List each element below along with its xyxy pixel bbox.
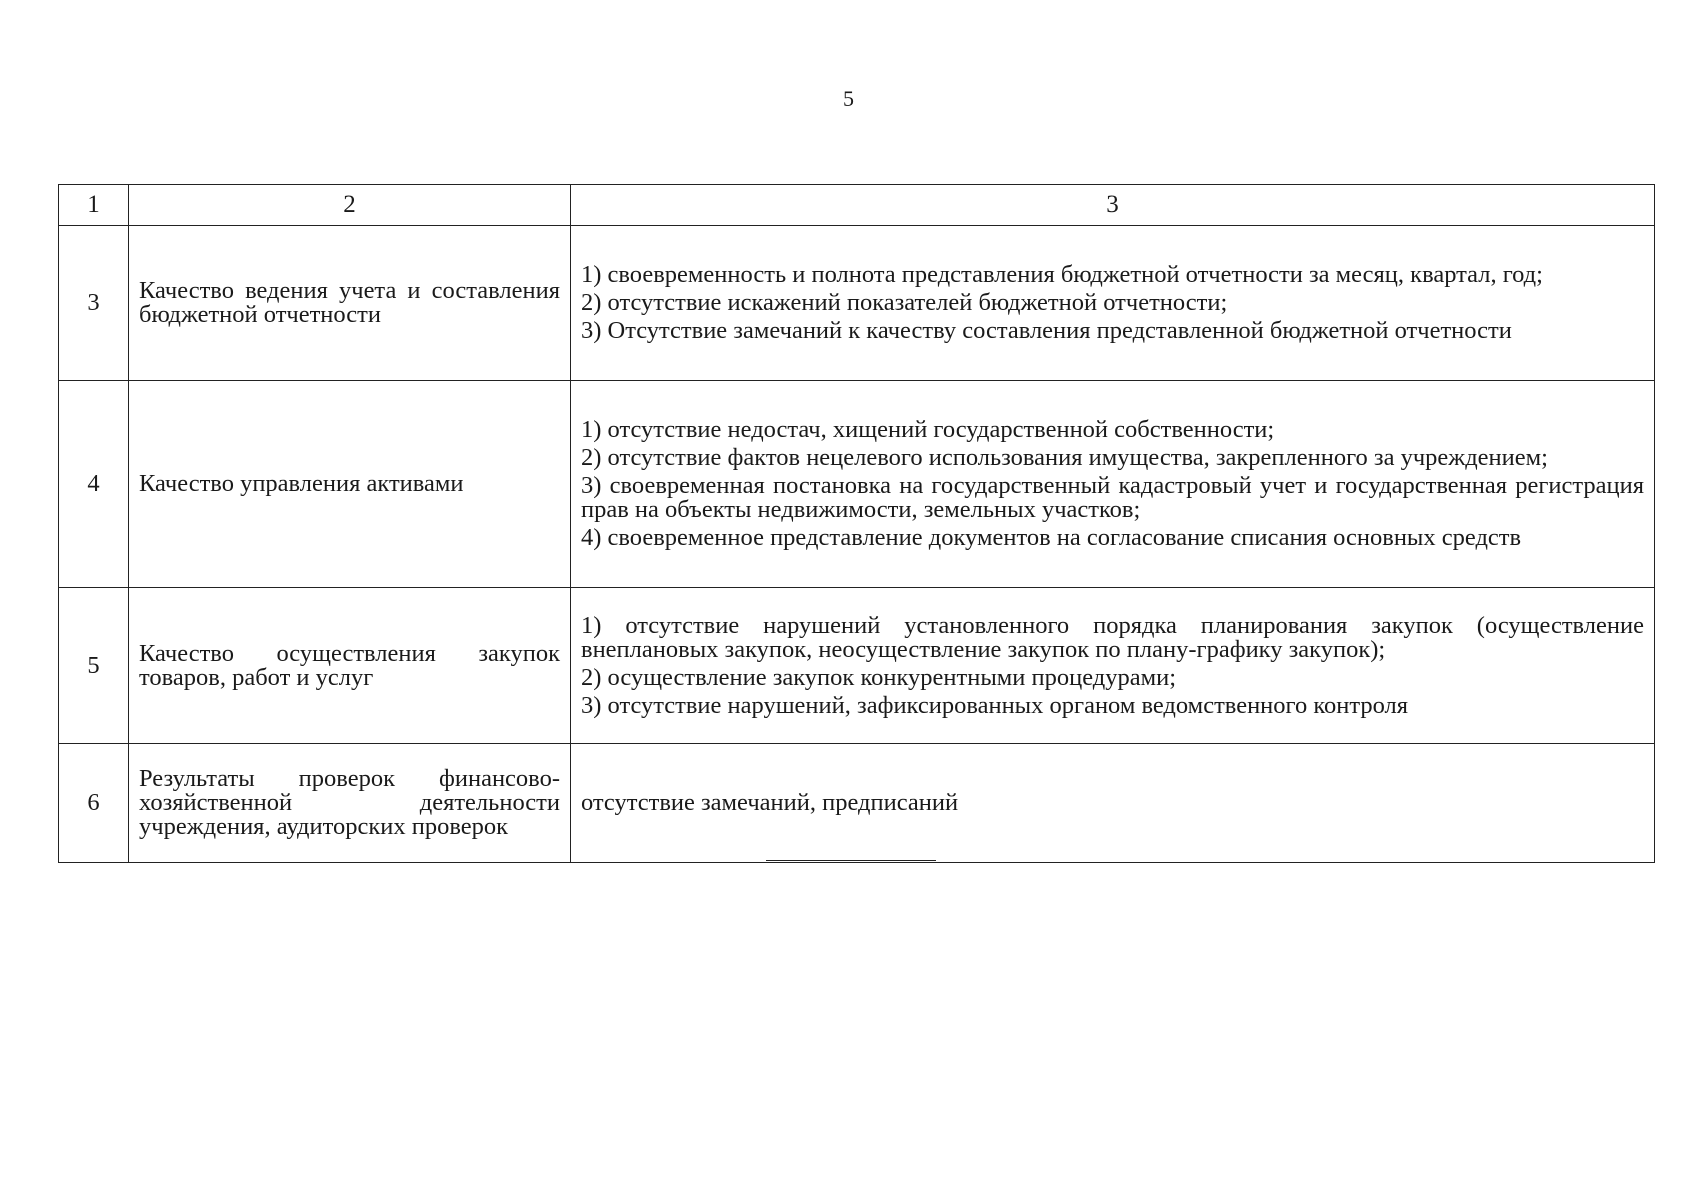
criteria-table — [58, 184, 1655, 863]
indicator-item: 2) отсутствие искажений показателей бюджетной отчетности; — [581, 289, 1228, 316]
table-header-row — [59, 185, 1655, 226]
page-number: 5 — [843, 86, 854, 111]
indicator-item: 1) своевременность и полнота представления бюджетной отчетности за месяц, квартал, год; — [581, 261, 1543, 288]
end-divider-line — [766, 860, 936, 861]
table-row — [59, 588, 1655, 744]
indicators-cell — [571, 381, 1655, 588]
indicator-item: 2) осуществление закупок конкурентными процедурами; — [581, 663, 1177, 691]
row-number: 5 — [59, 588, 129, 744]
row-number: 4 — [59, 381, 129, 588]
criterion-cell: Качество управления активами — [129, 381, 571, 588]
indicator-item: 1) отсутствие нарушений установленного порядка планирования закупок (осуществление внеплановых закупок, неосуществление закупок по плану-графику закупок); — [581, 611, 1644, 663]
indicator-item: 4) своевременное представление документов на согласование списания основных средств — [581, 524, 1522, 551]
column-number-2: 2 — [129, 185, 571, 226]
row-number: 3 — [59, 226, 129, 381]
indicator-item: 3) отсутствие нарушений, зафиксированных органом ведомственного контроля — [581, 691, 1409, 719]
indicators-cell — [571, 226, 1655, 381]
column-number-3: 3 — [571, 185, 1655, 226]
indicator-item: 1) отсутствие недостач, хищений государственной собственности; — [581, 416, 1275, 443]
row-number: 6 — [59, 744, 129, 863]
table-row — [59, 226, 1655, 381]
indicator-item: отсутствие замечаний, предписаний — [581, 789, 959, 816]
indicator-item: 2) отсутствие фактов нецелевого использования имущества, закрепленного за учреждением; — [581, 444, 1548, 471]
table-row — [59, 744, 1655, 863]
indicator-item: 3) Отсутствие замечаний к качеству составления представленной бюджетной отчетности — [581, 317, 1512, 344]
indicators-cell — [571, 744, 1655, 863]
criterion-cell: Результаты проверок финансово-хозяйственной деятельности учреждения, аудиторских проверок — [129, 744, 571, 863]
indicators-cell — [571, 588, 1655, 744]
criterion-cell: Качество ведения учета и составления бюджетной отчетности — [129, 226, 571, 381]
indicator-item: 3) своевременная постановка на государственный кадастровый учет и государственная регистрация прав на объекты недвижимости, земельных участков; — [581, 472, 1644, 523]
table-row — [59, 381, 1655, 588]
criterion-cell: Качество осуществления закупок товаров, работ и услуг — [129, 588, 571, 744]
column-number-1: 1 — [59, 185, 129, 226]
